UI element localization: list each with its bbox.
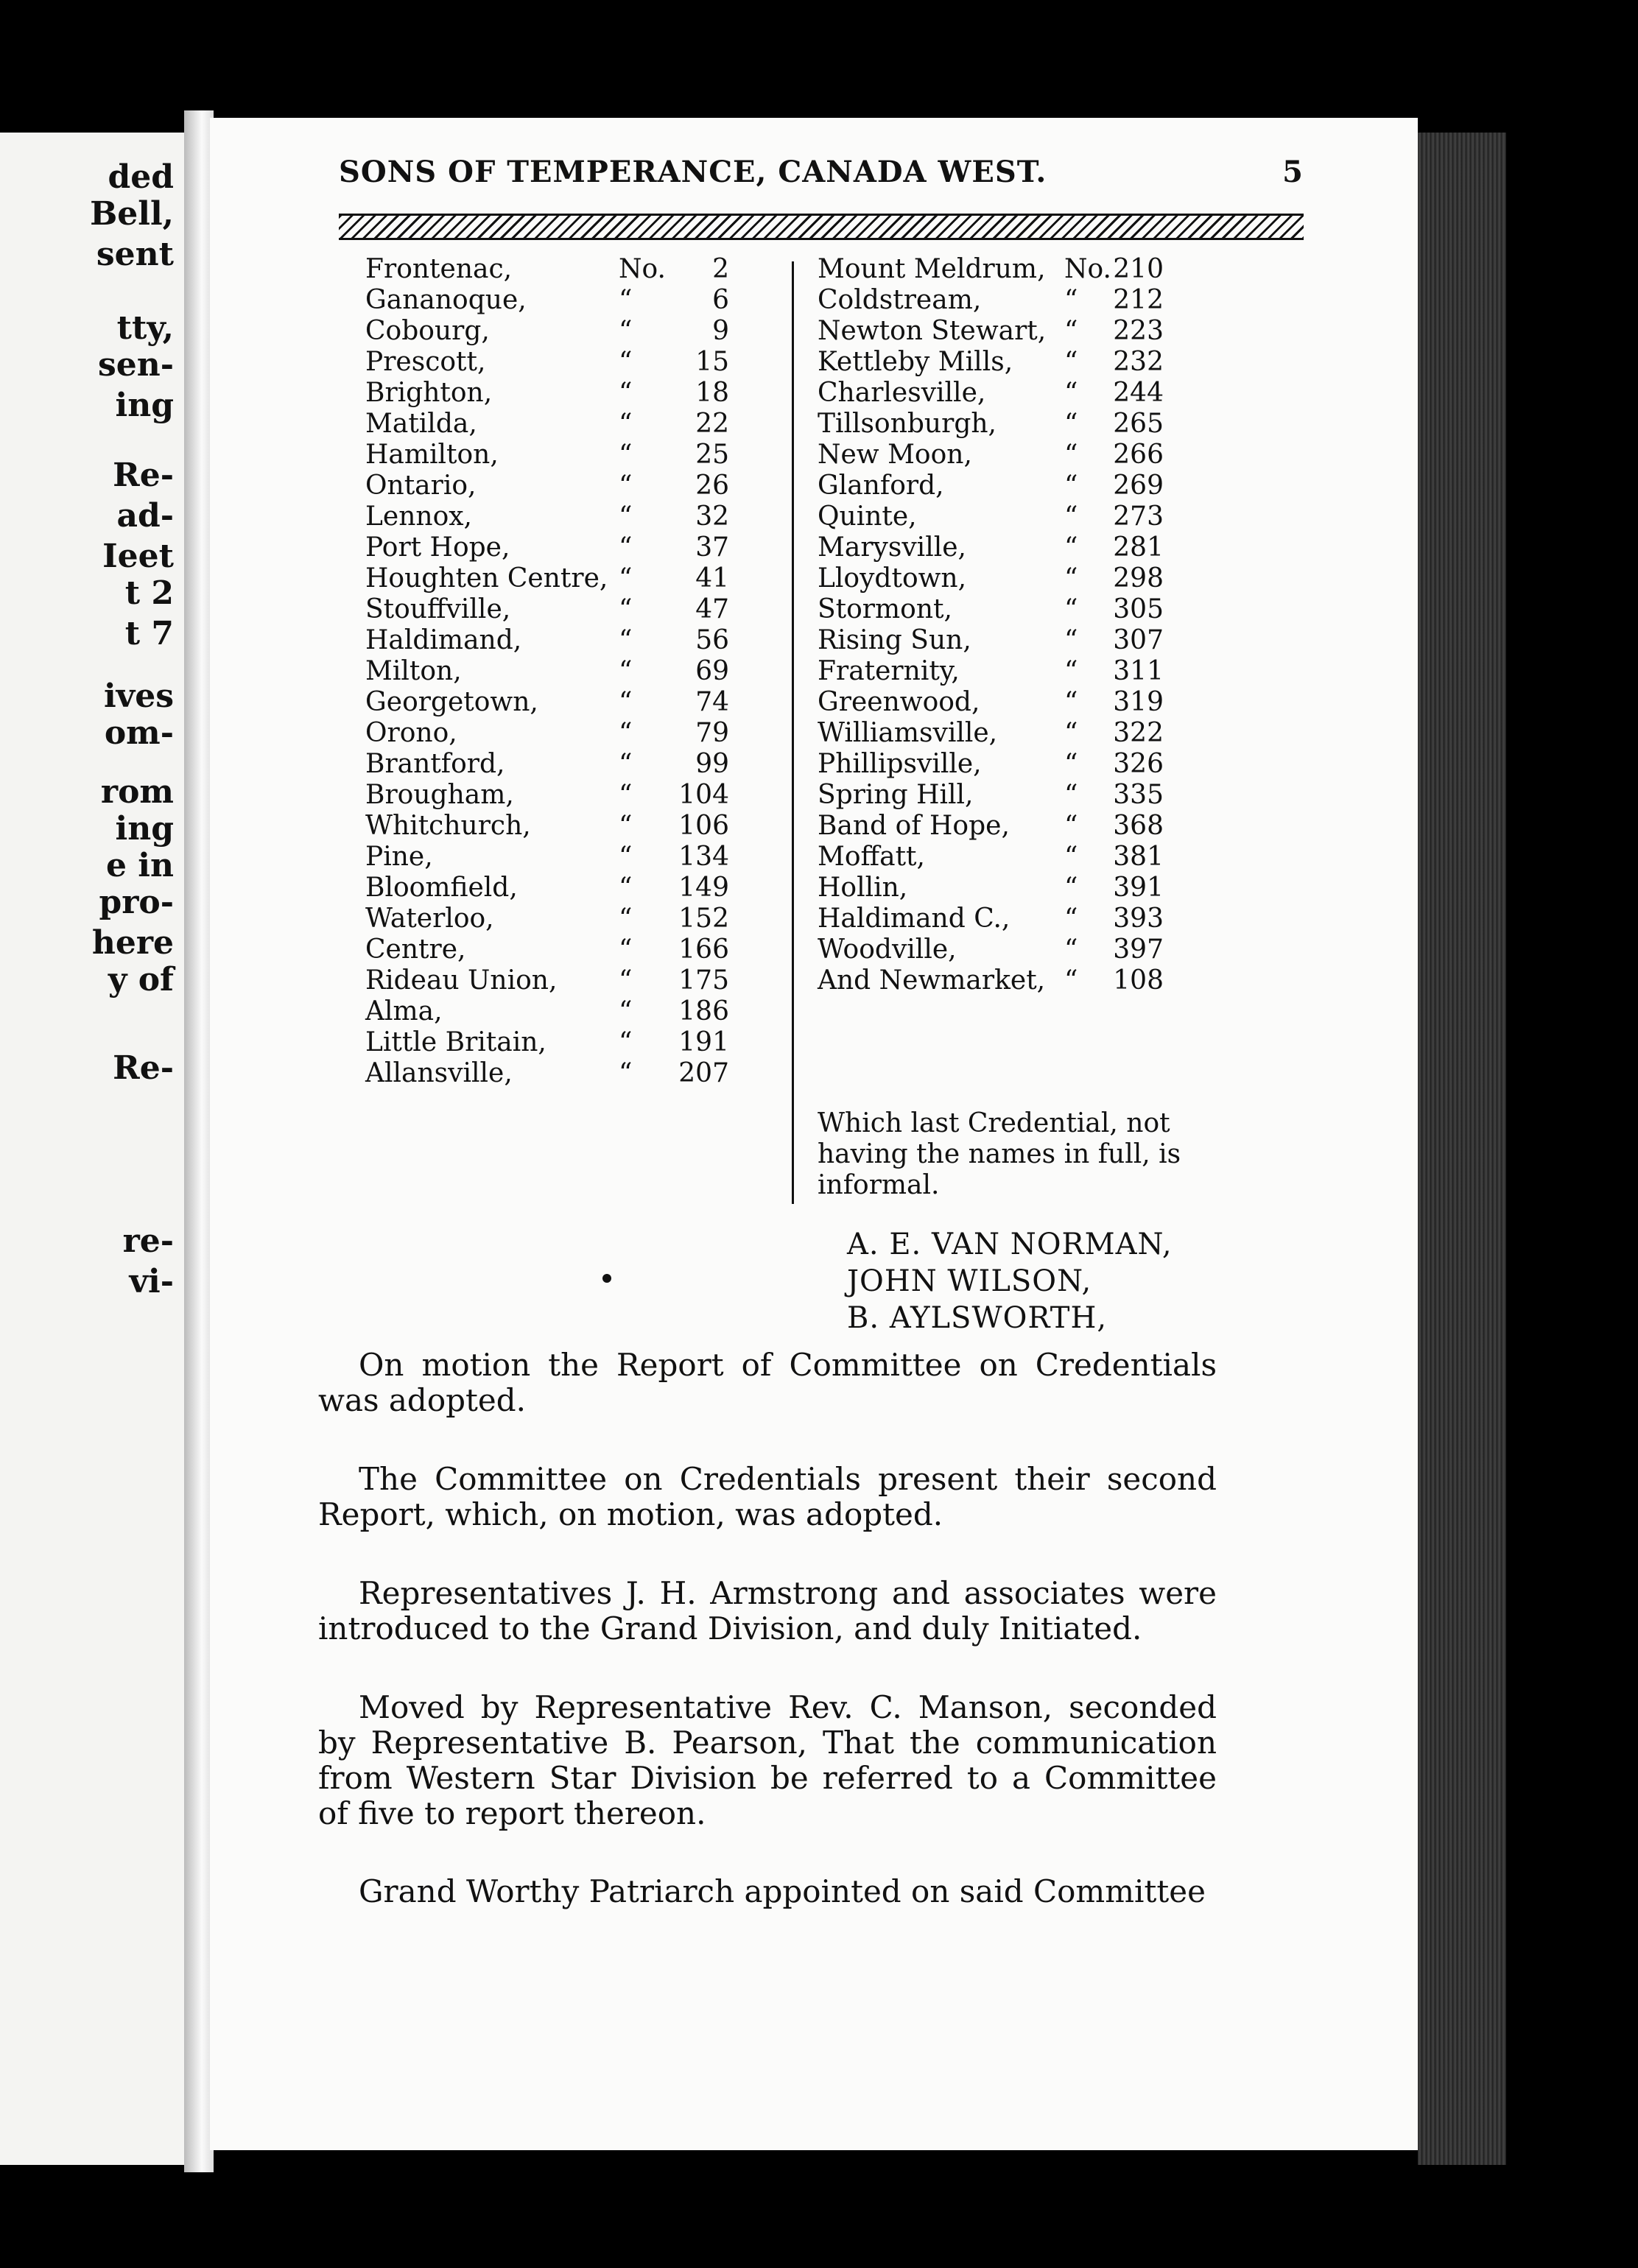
credential-row (818, 254, 1230, 285)
credential-row (354, 934, 766, 965)
division-number: 99 (695, 749, 729, 779)
division-ditto: “ (619, 532, 633, 563)
division-name: Ontario, (365, 471, 477, 501)
division-number: 381 (1113, 842, 1164, 872)
division-name: Phillipsville, (818, 749, 982, 779)
division-name: Houghten Centre, (365, 563, 608, 594)
credential-row (354, 594, 766, 625)
credential-row (818, 873, 1230, 904)
division-number: 307 (1113, 625, 1164, 655)
left-page (0, 133, 184, 2165)
division-number: 41 (695, 563, 729, 594)
division-name: Frontenac, (365, 254, 513, 284)
division-ditto: “ (619, 749, 633, 779)
division-ditto: “ (1064, 687, 1078, 717)
division-name: Milton, (365, 656, 462, 686)
division-ditto: “ (1064, 625, 1078, 655)
division-ditto: “ (1064, 934, 1078, 965)
division-name: Whitchurch, (365, 811, 531, 841)
left-page-fragment: ing (115, 810, 174, 848)
division-number: 266 (1113, 440, 1164, 470)
division-number: 106 (678, 811, 729, 841)
division-ditto: “ (619, 780, 633, 810)
credential-note: Which last Credential, not having the names in full, is informal. (818, 1108, 1181, 1200)
division-name: Brighton, (365, 378, 493, 408)
left-page-fragment: Re- (113, 1049, 174, 1087)
division-number: 223 (1113, 316, 1164, 346)
signature: JOHN WILSON, (847, 1264, 1092, 1298)
credentials-column-right (818, 254, 1230, 996)
division-ditto: “ (619, 687, 633, 717)
division-ditto: “ (1064, 965, 1078, 996)
division-name: Brantford, (365, 749, 505, 779)
division-number: 298 (1113, 563, 1164, 594)
left-page-fragment: here (91, 924, 174, 962)
division-number: 32 (695, 501, 729, 532)
division-ditto: “ (1064, 904, 1078, 934)
left-page-fragment: ives (103, 677, 174, 715)
division-number: 269 (1113, 471, 1164, 501)
division-number: 232 (1113, 347, 1164, 377)
credential-row (354, 285, 766, 316)
division-ditto: “ (619, 501, 633, 532)
left-page-fragment: y of (108, 961, 174, 999)
page-header-title: SONS OF TEMPERANCE, CANADA WEST. (339, 155, 1047, 189)
division-name: Greenwood, (818, 687, 980, 717)
division-number: 74 (695, 687, 729, 717)
left-page-fragment: ded (108, 158, 174, 196)
division-number: 37 (695, 532, 729, 563)
division-name: Prescott, (365, 347, 486, 377)
division-name: Port Hope, (365, 532, 510, 563)
division-number: 79 (695, 718, 729, 748)
division-number: 273 (1113, 501, 1164, 532)
left-page-fragment: Bell, (90, 195, 174, 233)
credential-row (354, 501, 766, 532)
left-page-fragment: t 7 (124, 615, 174, 652)
division-number: 25 (695, 440, 729, 470)
division-ditto: “ (619, 409, 633, 439)
division-number: 368 (1113, 811, 1164, 841)
division-ditto: “ (619, 378, 633, 408)
signature: B. AYLSWORTH, (847, 1301, 1108, 1335)
credential-row (818, 440, 1230, 471)
decorative-rule (339, 214, 1304, 240)
division-number: 397 (1113, 934, 1164, 965)
division-ditto: “ (619, 1058, 633, 1088)
division-name: Allansville, (365, 1058, 513, 1088)
page-edges (1418, 133, 1506, 2165)
credentials-column-left (354, 254, 766, 1089)
division-number: 134 (678, 842, 729, 872)
division-ditto: “ (619, 594, 633, 624)
division-number: 6 (712, 285, 729, 315)
column-divider (792, 261, 794, 1204)
division-ditto: “ (619, 996, 633, 1026)
division-name: Rideau Union, (365, 965, 558, 996)
left-page-fragment: e in (105, 847, 174, 884)
division-number: 175 (678, 965, 729, 996)
division-ditto: “ (1064, 316, 1078, 346)
credential-row (818, 378, 1230, 409)
division-number: 69 (695, 656, 729, 686)
division-name: Matilda, (365, 409, 477, 439)
division-number: 391 (1113, 873, 1164, 903)
credential-row (354, 965, 766, 996)
division-number: 186 (678, 996, 729, 1026)
division-name: Little Britain, (365, 1027, 546, 1057)
division-name: Moffatt, (818, 842, 925, 872)
division-number: 149 (678, 873, 729, 903)
division-name: New Moon, (818, 440, 972, 470)
division-number: 322 (1113, 718, 1164, 748)
division-number: 2 (712, 254, 729, 284)
division-ditto: No. (619, 254, 666, 284)
credential-row (354, 1058, 766, 1089)
division-name: Haldimand, (365, 625, 522, 655)
credential-row (354, 378, 766, 409)
credential-row (354, 873, 766, 904)
division-ditto: “ (1064, 718, 1078, 748)
division-name: Cobourg, (365, 316, 490, 346)
division-ditto: No. (1064, 254, 1111, 284)
division-name: Tillsonburgh, (818, 409, 996, 439)
committee-signatures (847, 1226, 1173, 1336)
credential-row (354, 687, 766, 718)
left-page-fragment: om- (104, 714, 174, 752)
credential-row (818, 471, 1230, 501)
credential-row (818, 594, 1230, 625)
division-ditto: “ (1064, 409, 1078, 439)
left-page-fragment: ad- (116, 497, 174, 535)
credential-row (354, 532, 766, 563)
credential-row (818, 965, 1230, 996)
credential-row (354, 625, 766, 656)
division-number: 15 (695, 347, 729, 377)
credential-row (818, 316, 1230, 347)
credential-row (354, 409, 766, 440)
paragraph: Representatives J. H. Armstrong and associates were introduced to the Grand Division, and duly Initiated. (318, 1575, 1217, 1647)
credential-row (818, 656, 1230, 687)
credentials-table (354, 254, 1237, 1233)
left-page-fragment: re- (122, 1222, 174, 1260)
credential-row (354, 316, 766, 347)
left-page-fragment: sent (96, 236, 174, 273)
division-name: Hollin, (818, 873, 908, 903)
credential-row (818, 811, 1230, 842)
credential-row (818, 904, 1230, 934)
book-gutter (184, 110, 214, 2172)
division-ditto: “ (619, 563, 633, 594)
credential-row (818, 501, 1230, 532)
division-number: 152 (678, 904, 729, 934)
credential-row (818, 285, 1230, 316)
credential-row (354, 780, 766, 811)
signature: A. E. VAN NORMAN, (847, 1228, 1173, 1261)
division-ditto: “ (619, 440, 633, 470)
paragraph: The Committee on Credentials present their second Report, which, on motion, was adopted. (318, 1461, 1217, 1532)
page-number: 5 (1282, 155, 1304, 189)
division-number: 191 (678, 1027, 729, 1057)
division-name: Orono, (365, 718, 457, 748)
division-number: 18 (695, 378, 729, 408)
ink-dot (602, 1274, 611, 1283)
credential-row (354, 904, 766, 934)
division-name: Kettleby Mills, (818, 347, 1013, 377)
credential-row (354, 347, 766, 378)
division-ditto: “ (619, 718, 633, 748)
division-number: 244 (1113, 378, 1164, 408)
division-number: 26 (695, 471, 729, 501)
division-name: Woodville, (818, 934, 957, 965)
division-ditto: “ (1064, 285, 1078, 315)
paragraph: Moved by Representative Rev. C. Manson, seconded by Representative B. Pearson, That the communication from Western Star Division be referred to a Committee of five to report thereon. (318, 1689, 1217, 1831)
credential-row (354, 718, 766, 749)
division-ditto: “ (1064, 471, 1078, 501)
division-name: Pine, (365, 842, 433, 872)
division-ditto: “ (619, 347, 633, 377)
division-name: Mount Meldrum, (818, 254, 1046, 284)
left-page-fragment: t 2 (124, 574, 174, 612)
credential-row (818, 532, 1230, 563)
division-ditto: “ (619, 1027, 633, 1057)
division-number: 335 (1113, 780, 1164, 810)
division-name: Fraternity, (818, 656, 960, 686)
division-number: 166 (678, 934, 729, 965)
credential-row (354, 656, 766, 687)
division-ditto: “ (1064, 594, 1078, 624)
division-ditto: “ (619, 625, 633, 655)
division-number: 319 (1113, 687, 1164, 717)
credential-row (818, 409, 1230, 440)
division-name: Haldimand C., (818, 904, 1010, 934)
division-number: 104 (678, 780, 729, 810)
division-ditto: “ (1064, 440, 1078, 470)
division-name: Stormont, (818, 594, 952, 624)
credential-row (354, 471, 766, 501)
division-name: Lloydtown, (818, 563, 967, 594)
division-name: Spring Hill, (818, 780, 974, 810)
division-name: Band of Hope, (818, 811, 1010, 841)
division-number: 207 (678, 1058, 729, 1088)
credential-row (818, 718, 1230, 749)
credential-row (354, 842, 766, 873)
division-name: Marysville, (818, 532, 966, 563)
division-ditto: “ (1064, 656, 1078, 686)
division-name: Alma, (365, 996, 443, 1026)
credential-row (818, 842, 1230, 873)
credential-row (818, 934, 1230, 965)
division-name: Newton Stewart, (818, 316, 1047, 346)
left-page-fragment: ing (115, 387, 174, 424)
credential-row (818, 563, 1230, 594)
division-name: Quinte, (818, 501, 917, 532)
credential-row (354, 996, 766, 1027)
division-number: 210 (1113, 254, 1164, 284)
division-number: 47 (695, 594, 729, 624)
division-name: Hamilton, (365, 440, 499, 470)
left-page-fragment: rom (100, 773, 174, 811)
division-number: 393 (1113, 904, 1164, 934)
credential-row (818, 749, 1230, 780)
division-number: 305 (1113, 594, 1164, 624)
division-ditto: “ (1064, 532, 1078, 563)
credential-row (354, 1027, 766, 1058)
credential-row (818, 625, 1230, 656)
division-ditto: “ (619, 904, 633, 934)
division-number: 212 (1113, 285, 1164, 315)
left-page-fragment: sen- (97, 346, 174, 384)
division-number: 311 (1113, 656, 1164, 686)
division-ditto: “ (1064, 378, 1078, 408)
division-number: 265 (1113, 409, 1164, 439)
division-ditto: “ (619, 873, 633, 903)
left-page-fragment: Re- (113, 457, 174, 494)
credential-row (354, 749, 766, 780)
division-number: 9 (712, 316, 729, 346)
paragraph: On motion the Report of Committee on Credentials was adopted. (318, 1347, 1217, 1418)
credential-row (354, 254, 766, 285)
left-page-fragment: Ieet (102, 538, 174, 575)
left-page-text-fragments (0, 133, 184, 2165)
division-name: Lennox, (365, 501, 473, 532)
division-number: 108 (1113, 965, 1164, 996)
division-number: 22 (695, 409, 729, 439)
division-ditto: “ (619, 656, 633, 686)
division-ditto: “ (619, 965, 633, 996)
division-ditto: “ (619, 811, 633, 841)
credential-row (354, 811, 766, 842)
division-name: Glanford, (818, 471, 944, 501)
division-name: Rising Sun, (818, 625, 971, 655)
division-number: 326 (1113, 749, 1164, 779)
paragraph: Grand Worthy Patriarch appointed on said Committee (359, 1873, 1206, 1909)
division-name: Centre, (365, 934, 466, 965)
division-ditto: “ (1064, 501, 1078, 532)
left-page-fragment: tty, (116, 309, 174, 347)
division-name: And Newmarket, (818, 965, 1046, 996)
left-page-fragment: vi- (129, 1263, 174, 1300)
division-name: Coldstream, (818, 285, 982, 315)
credential-row (818, 687, 1230, 718)
division-name: Stouffville, (365, 594, 511, 624)
division-name: Williamsville, (818, 718, 998, 748)
division-name: Gananoque, (365, 285, 527, 315)
division-name: Georgetown, (365, 687, 538, 717)
division-name: Waterloo, (365, 904, 494, 934)
division-ditto: “ (1064, 811, 1078, 841)
division-name: Bloomfield, (365, 873, 518, 903)
division-ditto: “ (1064, 873, 1078, 903)
division-ditto: “ (619, 934, 633, 965)
division-ditto: “ (1064, 563, 1078, 594)
division-name: Brougham, (365, 780, 514, 810)
division-ditto: “ (619, 842, 633, 872)
division-ditto: “ (619, 471, 633, 501)
credential-row (354, 440, 766, 471)
division-ditto: “ (1064, 842, 1078, 872)
division-number: 281 (1113, 532, 1164, 563)
division-ditto: “ (1064, 749, 1078, 779)
division-number: 56 (695, 625, 729, 655)
division-ditto: “ (1064, 780, 1078, 810)
division-ditto: “ (1064, 347, 1078, 377)
division-ditto: “ (619, 316, 633, 346)
division-name: Charlesville, (818, 378, 986, 408)
running-header (339, 155, 1304, 199)
left-page-fragment: pro- (99, 884, 174, 921)
division-ditto: “ (619, 285, 633, 315)
credential-row (354, 563, 766, 594)
credential-row (818, 780, 1230, 811)
credential-row (818, 347, 1230, 378)
